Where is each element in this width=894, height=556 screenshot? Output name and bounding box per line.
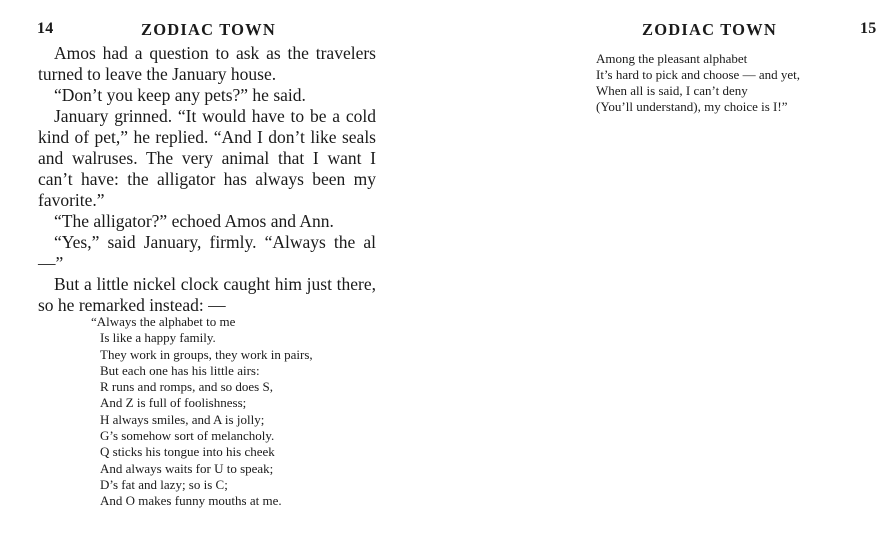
poem-line: When all is said, I can’t deny: [596, 83, 748, 98]
poem-line: And Z is full of foolishness;: [100, 395, 247, 411]
poem-line: Is like a happy family.: [100, 330, 216, 346]
poem-stanza: [91, 314, 313, 510]
poem-line: But each one has his little airs:: [100, 362, 260, 378]
poem-line: It’s hard to pick and choose — and yet,: [596, 67, 800, 82]
poem-line: D’s fat and lazy; so is C;: [100, 476, 228, 492]
poem-line: “Always the alphabet to me: [91, 314, 236, 329]
right-page: [447, 0, 894, 556]
running-head: ZODIAC TOWN: [642, 20, 777, 39]
page-number: 15: [860, 20, 877, 37]
poem-line: And always waits for U to speak;: [100, 460, 274, 476]
paragraph: Amos had a question to ask as the travelers turned to leave the January house.: [38, 43, 376, 84]
running-head: ZODIAC TOWN: [141, 20, 276, 39]
paragraph: “Don’t you keep any pets?” he said.: [54, 85, 306, 105]
poem-line: And O makes funny mouths at me.: [100, 493, 282, 509]
page-number: 14: [37, 20, 54, 37]
poem-line: Q sticks his tongue into his cheek: [100, 444, 275, 460]
poem-line: G’s somehow sort of melancholy.: [100, 428, 275, 444]
poem-line: (You’ll understand), my choice is I!”: [596, 99, 788, 114]
paragraph: “The alligator?” echoed Amos and Ann.: [54, 211, 334, 231]
paragraph: But a little nickel clock caught him just there, so he remarked instead: —: [38, 274, 376, 315]
poem-line: They work in groups, they work in pairs,: [100, 346, 313, 362]
poem-line: Among the pleasant alphabet: [596, 51, 748, 66]
paragraph: “Yes,” said January, firmly. “Always the al —”: [38, 232, 376, 273]
poem-line: R runs and romps, and so does S,: [100, 379, 273, 395]
prose-body: [38, 43, 376, 316]
paragraph: January grinned. “It would have to be a cold kind of pet,” he replied. “And I don’t like seals and walruses. The very animal that I want I can’t have: the alligator has always been my favorite.”: [38, 106, 376, 210]
poem-line: H always smiles, and A is jolly;: [100, 411, 265, 427]
poem-stanza: [596, 51, 800, 115]
